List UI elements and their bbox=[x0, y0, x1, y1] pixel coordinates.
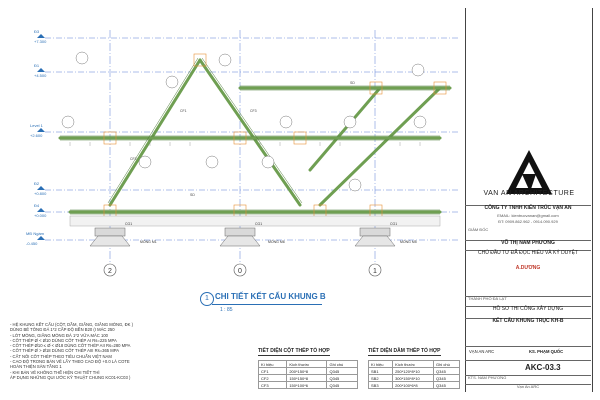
note-line: DÙNG BÊ TÔNG ĐÁ 1*2 CẤP ĐỘ BỀN B20 (I MÁC 250 bbox=[10, 327, 115, 333]
level-value: -0.450 bbox=[26, 241, 38, 246]
table-cell: SB2 bbox=[369, 375, 393, 382]
note-line: - LÓT MÓNG, GIẰNG MÓNG ĐÁ 1*2 VỮA MÁC 100 bbox=[10, 332, 108, 338]
column-label: CG1 bbox=[255, 222, 263, 226]
table-cell: 150*150*8 bbox=[287, 375, 327, 382]
note-line: ÁP DỤNG NHỮNG QUI ƯỚC KỸ THUẬT CHUNG KC01-KC03 ) bbox=[10, 374, 131, 380]
level-label: Đ3 bbox=[34, 29, 40, 34]
title-block bbox=[465, 8, 593, 392]
member-label-beam-mid: SD bbox=[190, 193, 195, 197]
table-cell: CF3 bbox=[259, 382, 287, 389]
column-label: CG1 bbox=[125, 222, 133, 226]
table-row bbox=[369, 382, 460, 389]
table-cell: 150*100*6 bbox=[287, 382, 327, 389]
table-cell: CF1 bbox=[259, 368, 287, 375]
table-cell: Q345 bbox=[434, 368, 460, 375]
level-value: +7.300 bbox=[34, 39, 47, 44]
column-label: CG1 bbox=[390, 222, 398, 226]
note-line: - HỆ KHUNG KẾT CẤU (CỘT, DẦM, GIẰNG, GIẰNG MÓNG, ĐK ) bbox=[10, 322, 133, 327]
note-line: - KHI BẢN VẼ KHÔNG THỂ HIỆN CHI TIẾT THÌ bbox=[10, 369, 100, 375]
table-row bbox=[369, 375, 460, 382]
note-line: - CẮT NỐI CỐT THÉP THEO TIÊU CHUẨN VIỆT NAM bbox=[10, 353, 112, 359]
table-row bbox=[259, 382, 358, 389]
note-line: - CỐT THÉP Ø10 ≤ Ø < Ø18 DÙNG CỐT THÉP AII Rs=280 MPA bbox=[10, 343, 131, 349]
table-header: Ghi chú bbox=[327, 361, 358, 368]
column-table-title: TIẾT DIỆN CỘT THÉP TỔ HỢP bbox=[258, 348, 330, 354]
level-label: MĐ Ngầm bbox=[26, 231, 45, 236]
level-labels bbox=[26, 29, 47, 246]
table-cell: 200*100*6*8 bbox=[393, 382, 434, 389]
project-stage: HỒ SƠ THI CÔNG XÂY DỰNG bbox=[465, 306, 591, 315]
investor-label: CHỦ ĐẦU TƯ ĐÃ ĐỌC HIỂU VÀ KÝ DUYỆT bbox=[465, 250, 591, 261]
checker-name: KS. PHẠM QUỐC bbox=[529, 349, 564, 354]
level-label: Đ4 bbox=[34, 203, 40, 208]
sheet-title: KẾT CẤU KHUNG TRỤC KH-B bbox=[465, 318, 591, 328]
member-label-rafter: CF1 bbox=[180, 109, 187, 113]
footer-credit: Vạn An ARC bbox=[465, 384, 591, 392]
investor-name: A.DƯƠNG bbox=[515, 265, 541, 271]
level-value: +0.800 bbox=[34, 191, 47, 196]
beam-table-title: TIẾT DIỆN DẦM THÉP TỔ HỢP bbox=[368, 348, 441, 354]
footings bbox=[90, 228, 395, 246]
sheet-code: AKC-03.3 bbox=[525, 363, 561, 372]
column-section-table bbox=[258, 360, 358, 389]
note-line: - CỐT THÉP Ø > Ø18 DÙNG CỐT THÉP AIII Rs=365 MPA bbox=[10, 348, 120, 354]
table-cell: CF2 bbox=[259, 375, 287, 382]
table-header: Kích thước bbox=[393, 361, 434, 368]
approver-name: KTS. NAM PHƯƠNG bbox=[465, 375, 591, 383]
axis-label: 0 bbox=[238, 268, 242, 275]
drawing-scale: 1 : 85 bbox=[220, 307, 233, 313]
company-name: CÔNG TY TNHH KIẾN TRÚC VẠN AN bbox=[465, 205, 591, 215]
detail-number: 1 bbox=[200, 292, 214, 306]
table-cell: Q345 bbox=[434, 382, 460, 389]
member-label-diag-left: CF2 bbox=[130, 157, 137, 161]
level-label: Đ2 bbox=[34, 181, 40, 186]
designer-name: VẠN AN ARC bbox=[469, 349, 495, 354]
level-label: Đ1 bbox=[34, 63, 40, 68]
table-cell: 250*120*8*10 bbox=[393, 368, 434, 375]
note-line: - CAO ĐỘ TRONG BẢN VẼ LẤY THEO CAO ĐỘ +0.0 LÀ COTE bbox=[10, 359, 130, 365]
table-header-row bbox=[369, 361, 460, 368]
level-value: +4.500 bbox=[34, 73, 47, 78]
table-cell: Q345 bbox=[327, 368, 358, 375]
table-row bbox=[259, 368, 358, 375]
axis-label: 2 bbox=[108, 268, 112, 275]
general-notes bbox=[10, 322, 260, 380]
level-label: Level 1 bbox=[30, 123, 43, 128]
company-email: EMAIL: kientrucvanan@gmail.com bbox=[497, 213, 559, 218]
connection-nodes bbox=[104, 54, 446, 217]
level-value: +2.600 bbox=[30, 133, 43, 138]
table-cell: 300*150*8*10 bbox=[393, 375, 434, 382]
table-cell: SB3 bbox=[369, 382, 393, 389]
footing-label: MÓNG M6 bbox=[268, 240, 285, 244]
table-header: Kí hiệu bbox=[369, 361, 393, 368]
drawing-title-underline bbox=[212, 304, 322, 305]
table-cell: Q345 bbox=[434, 375, 460, 382]
member-label-beam-top: SD bbox=[350, 81, 355, 85]
table-cell: SB1 bbox=[369, 368, 393, 375]
table-header: Kích thước bbox=[287, 361, 327, 368]
table-row bbox=[259, 375, 358, 382]
footing-label: MÓNG M1 bbox=[140, 240, 157, 244]
company-logo-icon bbox=[504, 148, 554, 196]
footing-label: MÓNG M5 bbox=[400, 240, 417, 244]
director-label: GIÁM ĐỐC bbox=[468, 227, 489, 232]
note-line: - CỐT THÉP Ø < Ø10 DÙNG CỐT THÉP AI Rs=225 MPA bbox=[10, 337, 117, 343]
table-cell: Q345 bbox=[327, 375, 358, 382]
table-cell: 200*150*8 bbox=[287, 368, 327, 375]
company-phone: ĐT: 0909.862.962 - 0914.090.929 bbox=[498, 219, 558, 224]
table-header: Ghi chú bbox=[434, 361, 460, 368]
table-row bbox=[369, 368, 460, 375]
beam-section-table bbox=[368, 360, 460, 389]
level-value: +0.000 bbox=[34, 213, 47, 218]
project-location: THÀNH PHỐ ĐÀ LẠT bbox=[465, 296, 591, 303]
table-header: Kí hiệu bbox=[259, 361, 287, 368]
note-line: HOÀN THIỆN SÀN TẦNG 1 bbox=[10, 364, 62, 370]
company-logo-text: VAN AN ARCHITECTURE bbox=[483, 190, 575, 197]
table-cell: Q345 bbox=[327, 382, 358, 389]
grid-axes bbox=[110, 30, 375, 262]
member-label-diag-right: CF3 bbox=[250, 109, 257, 113]
designer-row bbox=[465, 346, 591, 359]
drawing-title: CHI TIẾT KẾT CẤU KHUNG B bbox=[215, 292, 326, 301]
axis-label: 1 bbox=[373, 268, 377, 275]
director-name: VÕ THỊ NAM PHƯƠNG bbox=[465, 240, 591, 250]
axis-bubbles bbox=[104, 264, 381, 276]
sheet-code-row bbox=[465, 360, 591, 375]
table-header-row bbox=[259, 361, 358, 368]
